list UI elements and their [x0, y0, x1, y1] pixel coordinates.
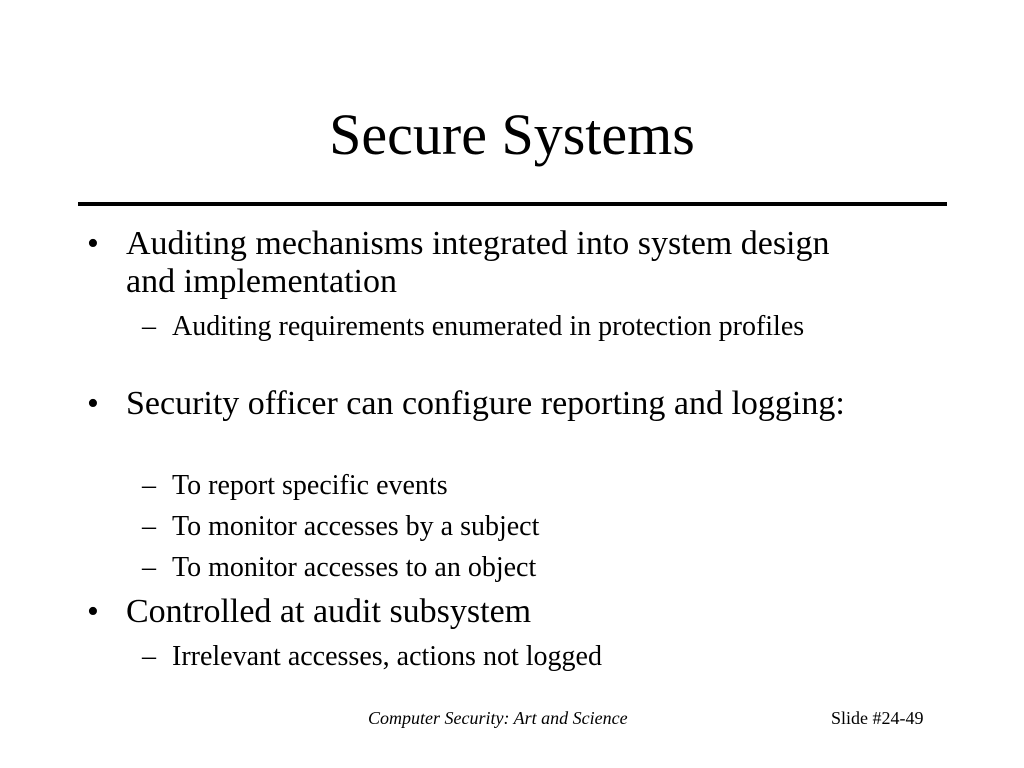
sub-bullet-glyph: – [142, 511, 156, 542]
sub-bullet-item [142, 641, 852, 673]
sub-bullet-glyph: – [142, 470, 156, 501]
footer-slide-number: Slide #24-49 [831, 708, 924, 728]
sub-bullet-glyph: – [142, 311, 156, 342]
sub-bullet-text: To monitor accesses by a subject [172, 511, 540, 542]
sub-bullet-item [142, 511, 852, 543]
sub-bullet-text: To report specific events [172, 470, 448, 501]
bullet-text: Controlled at audit subsystem [126, 593, 532, 630]
sub-bullet-item [142, 470, 852, 502]
bullet-glyph: • [87, 225, 99, 262]
sub-bullet-glyph: – [142, 641, 156, 672]
sub-bullet-text: Irrelevant accesses, actions not logged [172, 641, 602, 672]
title-divider [78, 202, 947, 206]
bullet-text: Security officer can configure reporting and logging: [126, 385, 845, 422]
sub-bullet-item [142, 552, 852, 584]
sub-bullet-glyph: – [142, 552, 156, 583]
bullet-text: Auditing mechanisms integrated into system design and implementation [126, 225, 830, 300]
sub-bullet-item [142, 311, 852, 343]
sub-bullet-text: To monitor accesses to an object [172, 552, 537, 583]
footer-book-title: Computer Security: Art and Science [368, 708, 628, 728]
bullet-item [87, 225, 866, 301]
sub-bullet-text: Auditing requirements enumerated in protection profiles [172, 311, 805, 342]
bullet-item [87, 593, 866, 631]
bullet-item [87, 385, 866, 423]
slide-title: Secure Systems [329, 102, 695, 167]
bullet-glyph: • [87, 385, 99, 422]
bullet-glyph: • [87, 593, 99, 630]
